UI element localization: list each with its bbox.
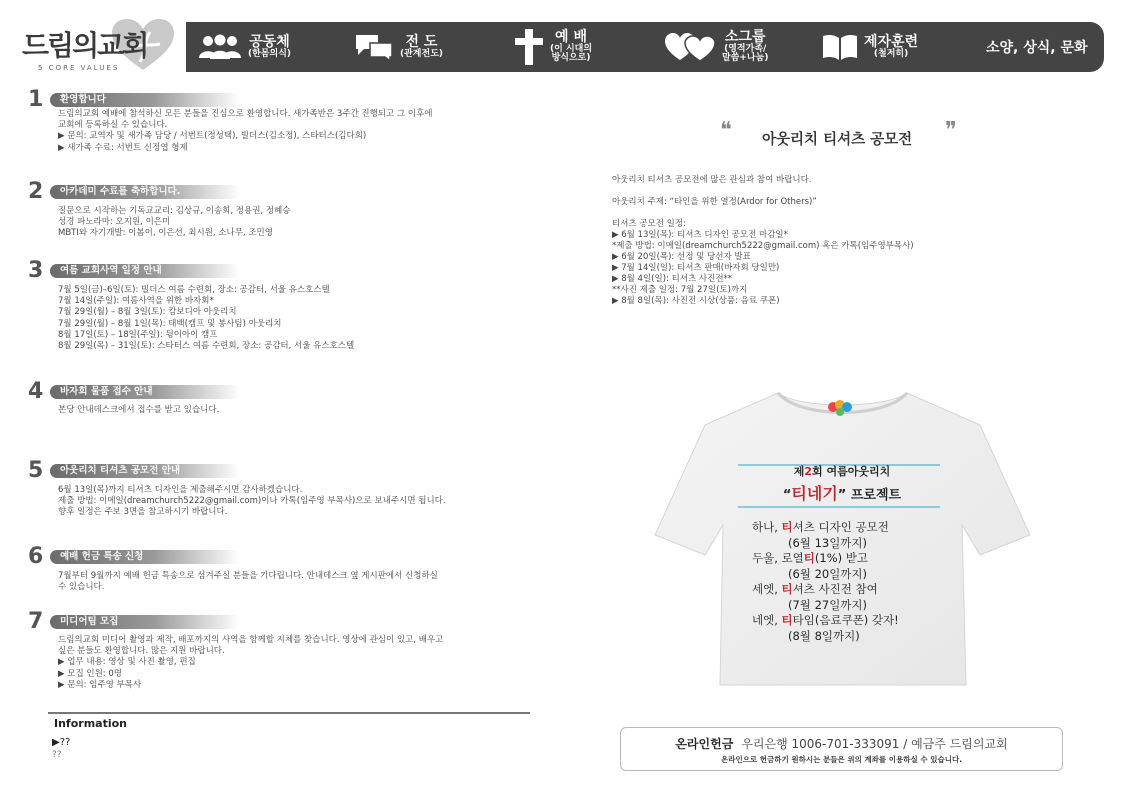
- bank-note: 온라인으로 헌금하기 원하시는 분들은 위의 계좌를 이용하실 수 있습니다.: [720, 755, 963, 764]
- section-number: 4: [28, 379, 44, 404]
- text-line: 아웃리치 티셔츠 공모전에 많은 관심과 참여 바랍니다.: [612, 175, 812, 185]
- text-line: 제출 방법: 이메일(dreamchurch5222@gmail.com)이나 카톡(임주영 부목사)으로 보내주시면 됩니다.: [58, 496, 446, 507]
- section-title: 아카데미 수료를 축하합니다.: [50, 185, 240, 199]
- text-line: ▶ 새가족 수료: 서번트 신정엽 형제: [58, 142, 188, 153]
- text-line: 티셔츠 공모전 일정:: [612, 219, 686, 229]
- tshirt-subtitle: 제2회 여름아웃리치: [793, 465, 891, 478]
- text-line: 성경 파노라마: 오지원, 이은미: [58, 217, 171, 228]
- text-line: 싶은 분들도 환영합니다. 많은 지원 바랍니다.: [58, 646, 225, 657]
- nav-community[interactable]: [198, 22, 291, 72]
- people-icon: [198, 34, 242, 60]
- speech-bubbles-icon: [354, 33, 394, 61]
- tshirt-project-title: “티네기” 프로젝트: [782, 484, 902, 503]
- cross-icon: [514, 28, 544, 66]
- list-item-date: (6월 13일까지): [788, 535, 868, 550]
- nav-culture-label: 소양, 상식, 문화: [986, 40, 1088, 56]
- text-line: ▶ 6월 13일(목): 티셔츠 디자인 공모전 마감일*: [612, 230, 788, 240]
- text-line: 향후 일정은 주보 3면을 참고하시기 바랍니다.: [58, 507, 228, 518]
- core-values-nav: [186, 22, 1104, 72]
- text-line: 수 있습니다.: [58, 582, 105, 593]
- nav-small-group-sub: (영적가족/: [724, 43, 767, 54]
- tshirt-print: [742, 455, 942, 644]
- nav-worship-sub2: 방식으로): [551, 53, 591, 64]
- nav-worship[interactable]: [514, 22, 592, 72]
- section-number: 3: [28, 258, 44, 283]
- online-offering-box: [620, 727, 1063, 771]
- text-line: ▶ 8월 4일(일): 티셔츠 사진전**: [612, 274, 733, 284]
- text-line: 드림의교회 미디어 촬영과 제작, 배포까지의 사역을 함께할 지체를 찾습니다. 영상에 관심이 있고, 배우고: [58, 635, 444, 645]
- section-body: [58, 635, 518, 691]
- logo-subtitle: 5 CORE VALUES: [38, 64, 120, 72]
- section-number: 1: [28, 87, 44, 112]
- nav-small-group-label: 소그룹: [724, 29, 766, 46]
- text-line: 질문으로 시작하는 기독교교리: 김상규, 이송희, 정용권, 정혜승: [58, 206, 291, 216]
- text-line: 드림의교회 예배에 참석하신 모든 분들을 진심으로 환영합니다. 새가족반은 3주간 진행되고 그 이후에: [58, 109, 433, 119]
- nav-community-sub: (한몸의식): [248, 48, 292, 59]
- bank-info: [621, 735, 1062, 752]
- nav-culture[interactable]: [986, 22, 1088, 72]
- section-number: 5: [28, 458, 44, 483]
- text-line: 아웃리치 주제: “타인을 위한 열정(Ardor for Others)”: [612, 197, 817, 207]
- text-line: ▶ 모집 인원: 0명: [58, 668, 122, 679]
- text-line: 7월부터 9월까지 예배 헌금 특송으로 섬겨주실 분들을 기다립니다. 안내데스크 옆 게시판에서 신청하실: [58, 571, 438, 581]
- nav-discipleship-sub: (철저히): [873, 48, 909, 59]
- divider: [48, 712, 530, 714]
- text-line: 7월 5일(금)–6일(토): 빌더스 여름 수련회, 장소: 공감터, 서울 유스호스텔: [58, 285, 330, 295]
- hearts-icon: [664, 32, 716, 62]
- nav-worship-sub: (이 시대의: [550, 43, 593, 54]
- list-item: 세엣, 티셔츠 사진전 참여: [752, 582, 878, 596]
- bank-account: 우리은행 1006-701-333091 / 예금주 드림의교회: [741, 737, 1008, 751]
- tshirt-steps: [742, 520, 942, 644]
- contest-body: [612, 175, 1092, 307]
- contest-title: 아웃리치 티셔츠 공모전: [762, 132, 913, 148]
- text-line: ▶ 문의: 교역자 및 새가족 담당 / 서번트(정성택), 빌더스(김소정), 스타터스(김다희): [58, 131, 367, 142]
- nav-evangelism-sub: (관계전도): [400, 48, 444, 59]
- list-item-date: (6월 20일까지): [788, 566, 868, 581]
- list-item-date: (7월 27일까지): [788, 597, 868, 612]
- text-line: 7월 29일(월) – 8월 1일(목): 태백(캠프 및 봉사팀) 아웃리치: [58, 318, 282, 329]
- text-line: **사진 제출 일정: 7월 27일(토)까지: [612, 285, 748, 295]
- text-line: [612, 208, 1092, 219]
- section-title: 예배 헌금 특송 신청: [50, 550, 240, 564]
- nav-discipleship[interactable]: [822, 22, 918, 72]
- section-title: 아웃리치 티셔츠 공모전 안내: [50, 464, 240, 478]
- section-body: [58, 405, 518, 416]
- section-title: 환영합니다: [50, 93, 240, 107]
- nav-community-label: 공동체: [249, 33, 290, 50]
- text-line: [612, 186, 1092, 197]
- list-item: 하나, 티셔츠 디자인 공모전: [752, 520, 889, 534]
- nav-worship-label: 예 배: [555, 29, 587, 46]
- section-title: 여름 교회사역 일정 안내: [50, 264, 240, 278]
- section-title: 바자회 물품 접수 안내: [50, 385, 240, 399]
- text-line: 8월 17일(토) – 18일(주일): 뒹이아이 캠프: [58, 329, 218, 340]
- information-title: Information: [54, 717, 127, 730]
- section-number: 6: [28, 544, 44, 569]
- text-line: ▶ 7월 14일(일): 티셔츠 판매(바자회 당일만): [612, 263, 780, 273]
- close-quote-icon: ❞: [945, 118, 957, 143]
- nav-small-group[interactable]: [664, 22, 768, 72]
- section-body: [58, 109, 518, 154]
- information-line: ??: [52, 750, 62, 760]
- text-line: ▶ 문의: 임주영 부목사: [58, 679, 142, 690]
- text-line: ▶ 8월 8일(목): 사진전 시상(상품: 음료 쿠폰): [612, 296, 780, 306]
- text-line: 교회에 등록하실 수 있습니다.: [58, 120, 168, 131]
- text-line: 본당 안내데스크에서 접수를 받고 있습니다.: [58, 405, 220, 415]
- church-logo: [18, 18, 188, 76]
- text-line: MBTI와 자기개발: 이봄이, 이은선, 최시원, 소나무, 조민영: [58, 228, 273, 239]
- text-line: 7월 14일(주일): 여름사역을 위한 바자회*: [58, 296, 214, 307]
- section-title: 미디어팀 모집: [50, 615, 240, 629]
- section-number: 2: [28, 179, 44, 204]
- text-line: 8월 29일(목) – 31일(토): 스타터스 여름 수련회, 장소: 공감터, 서울 유스호스텔: [58, 341, 355, 352]
- text-line: ▶ 업무 내용: 영상 및 사진 촬영, 편집: [58, 657, 196, 668]
- text-line: 7월 29일(월) – 8월 3일(토): 캄보디아 아웃리치: [58, 307, 237, 318]
- section-body: [58, 285, 518, 352]
- information-line: ▶??: [52, 737, 71, 748]
- nav-evangelism-label: 전 도: [405, 33, 438, 50]
- text-line: 6월 13일(목)까지 티셔츠 디자인을 제출해주시면 감사하겠습니다.: [58, 485, 303, 495]
- nav-discipleship-label: 제자훈련: [864, 33, 919, 50]
- section-body: [58, 206, 518, 240]
- book-icon: [822, 33, 858, 61]
- list-item: 두울, 로열티(1%) 받고: [752, 551, 868, 565]
- list-item: 네엣, 티타임(음료쿠폰) 갖자!: [752, 613, 899, 627]
- list-item-date: (8월 8일까지): [788, 628, 860, 643]
- nav-evangelism[interactable]: [354, 22, 443, 72]
- section-body: [58, 485, 518, 519]
- section-number: 7: [28, 609, 44, 634]
- nav-small-group-sub2: 말씀+나눔): [722, 53, 769, 64]
- section-body: [58, 571, 518, 593]
- logo-text: 드림의교회: [22, 29, 148, 62]
- text-line: ▶ 6월 20일(목): 선정 및 당선자 발표: [612, 252, 751, 262]
- text-line: *제출 방법: 이메일(dreamchurch5222@gmail.com) 혹은 카톡(임주영부목사): [612, 241, 914, 251]
- open-quote-icon: ❝: [720, 118, 732, 143]
- bank-label: 온라인헌금: [675, 737, 734, 751]
